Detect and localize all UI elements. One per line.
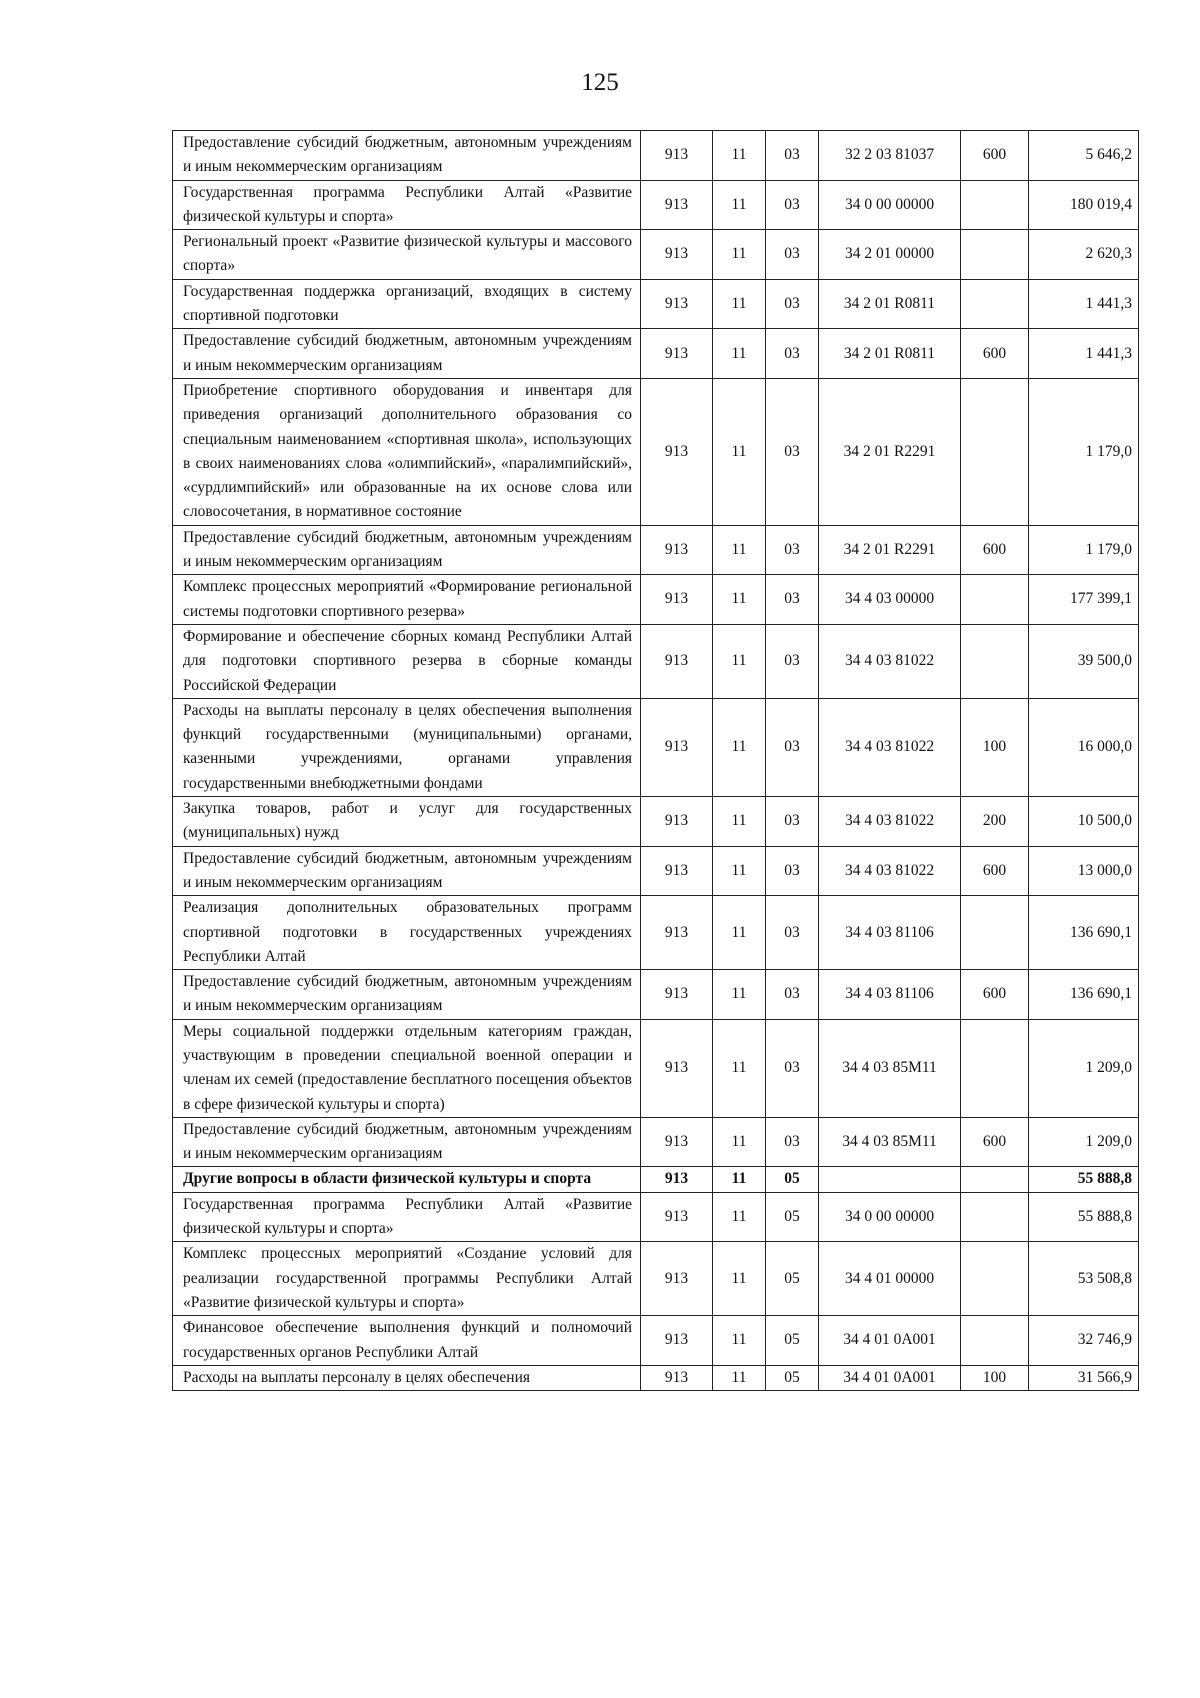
ministry-code-cell: 913: [641, 624, 713, 698]
ministry-code-cell: 913: [641, 131, 713, 181]
target-article-cell: 34 4 03 81022: [819, 698, 961, 796]
expense-type-cell: [961, 378, 1029, 525]
expense-type-cell: 200: [961, 797, 1029, 847]
ministry-code-cell: 913: [641, 525, 713, 575]
expense-type-cell: 600: [961, 970, 1029, 1020]
expense-type-cell: [961, 624, 1029, 698]
table-row: [173, 896, 1139, 970]
expense-type-cell: [961, 1242, 1029, 1316]
subsection-code-cell: 05: [766, 1167, 819, 1192]
subsection-code-cell: 03: [766, 230, 819, 280]
amount-cell: 55 888,8: [1029, 1192, 1139, 1242]
section-code-cell: 11: [713, 131, 766, 181]
section-code-cell: 11: [713, 1117, 766, 1167]
amount-cell: 13 000,0: [1029, 846, 1139, 896]
subsection-code-cell: 05: [766, 1192, 819, 1242]
expense-name-cell: Государственная программа Республики Алтай «Развитие физической культуры и спорта»: [173, 1192, 641, 1242]
ministry-code-cell: 913: [641, 1117, 713, 1167]
expense-name-cell: Предоставление субсидий бюджетным, автономным учреждениям и иным некоммерческим организациям: [173, 525, 641, 575]
ministry-code-cell: 913: [641, 846, 713, 896]
target-article-cell: 34 4 01 0А001: [819, 1365, 961, 1390]
section-code-cell: 11: [713, 970, 766, 1020]
amount-cell: 136 690,1: [1029, 970, 1139, 1020]
table-row: [173, 1117, 1139, 1167]
table-row: [173, 230, 1139, 280]
expense-name-cell: Другие вопросы в области физической культуры и спорта: [173, 1167, 641, 1192]
subsection-code-cell: 03: [766, 329, 819, 379]
target-article-cell: 34 4 03 81022: [819, 797, 961, 847]
expense-name-cell: Приобретение спортивного оборудования и инвентаря для приведения организаций дополнительного образования со специальным наименованием «спортивная школа», использующих в своих наименованиях слова «олимпийский», «паралимпийский», «сурдлимпийский» или образованные на их основе слова или словосочетания, в нормативное состояние: [173, 378, 641, 525]
ministry-code-cell: 913: [641, 1242, 713, 1316]
expense-type-cell: 100: [961, 698, 1029, 796]
subsection-code-cell: 03: [766, 896, 819, 970]
amount-cell: 1 441,3: [1029, 329, 1139, 379]
budget-table: [172, 130, 1139, 1391]
expense-type-cell: [961, 896, 1029, 970]
table-row: [173, 1365, 1139, 1390]
expense-name-cell: Государственная программа Республики Алтай «Развитие физической культуры и спорта»: [173, 180, 641, 230]
subsection-code-cell: 03: [766, 698, 819, 796]
subsection-code-cell: 03: [766, 525, 819, 575]
subsection-code-cell: 03: [766, 1117, 819, 1167]
section-code-cell: 11: [713, 1192, 766, 1242]
ministry-code-cell: 913: [641, 1019, 713, 1117]
expense-name-cell: Комплекс процессных мероприятий «Создание условий для реализации государственной программы Республики Алтай «Развитие физической культуры и спорта»: [173, 1242, 641, 1316]
expense-type-cell: [961, 279, 1029, 329]
table-row: [173, 1019, 1139, 1117]
target-article-cell: 34 2 01 R2291: [819, 378, 961, 525]
amount-cell: 53 508,8: [1029, 1242, 1139, 1316]
amount-cell: 1 441,3: [1029, 279, 1139, 329]
section-code-cell: 11: [713, 797, 766, 847]
section-code-cell: 11: [713, 624, 766, 698]
expense-type-cell: [961, 575, 1029, 625]
table-row: [173, 698, 1139, 796]
target-article-cell: 34 0 00 00000: [819, 180, 961, 230]
ministry-code-cell: 913: [641, 970, 713, 1020]
section-code-cell: 11: [713, 1316, 766, 1366]
expense-name-cell: Государственная поддержка организаций, входящих в систему спортивной подготовки: [173, 279, 641, 329]
table-body: [173, 131, 1139, 1391]
target-article-cell: 34 2 01 R0811: [819, 329, 961, 379]
subsection-code-cell: 03: [766, 1019, 819, 1117]
target-article-cell: 34 4 01 0А001: [819, 1316, 961, 1366]
expense-type-cell: 600: [961, 131, 1029, 181]
ministry-code-cell: 913: [641, 575, 713, 625]
ministry-code-cell: 913: [641, 378, 713, 525]
table-row: [173, 329, 1139, 379]
target-article-cell: 34 2 01 00000: [819, 230, 961, 280]
table-row: [173, 797, 1139, 847]
expense-type-cell: 100: [961, 1365, 1029, 1390]
amount-cell: 1 209,0: [1029, 1019, 1139, 1117]
expense-type-cell: [961, 230, 1029, 280]
target-article-cell: 34 0 00 00000: [819, 1192, 961, 1242]
amount-cell: 177 399,1: [1029, 575, 1139, 625]
expense-name-cell: Региональный проект «Развитие физической культуры и массового спорта»: [173, 230, 641, 280]
amount-cell: 16 000,0: [1029, 698, 1139, 796]
table-row: [173, 131, 1139, 181]
expense-name-cell: Предоставление субсидий бюджетным, автономным учреждениям и иным некоммерческим организациям: [173, 329, 641, 379]
table-row: [173, 1192, 1139, 1242]
table-row: [173, 279, 1139, 329]
target-article-cell: 34 4 03 81106: [819, 970, 961, 1020]
ministry-code-cell: 913: [641, 1167, 713, 1192]
table-row: [173, 180, 1139, 230]
ministry-code-cell: 913: [641, 279, 713, 329]
ministry-code-cell: 913: [641, 1365, 713, 1390]
subsection-code-cell: 03: [766, 180, 819, 230]
expense-type-cell: [961, 1316, 1029, 1366]
section-code-cell: 11: [713, 896, 766, 970]
expense-name-cell: Предоставление субсидий бюджетным, автономным учреждениям и иным некоммерческим организациям: [173, 846, 641, 896]
amount-cell: 180 019,4: [1029, 180, 1139, 230]
subsection-code-cell: 05: [766, 1316, 819, 1366]
subsection-code-cell: 03: [766, 846, 819, 896]
expense-name-cell: Расходы на выплаты персоналу в целях обеспечения: [173, 1365, 641, 1390]
expense-type-cell: 600: [961, 525, 1029, 575]
expense-type-cell: 600: [961, 846, 1029, 896]
expense-name-cell: Формирование и обеспечение сборных команд Республики Алтай для подготовки спортивного резерва в сборные команды Российской Федерации: [173, 624, 641, 698]
target-article-cell: 34 4 03 85М11: [819, 1117, 961, 1167]
subsection-code-cell: 03: [766, 970, 819, 1020]
expense-type-cell: [961, 1167, 1029, 1192]
amount-cell: 32 746,9: [1029, 1316, 1139, 1366]
ministry-code-cell: 913: [641, 180, 713, 230]
amount-cell: 1 179,0: [1029, 378, 1139, 525]
target-article-cell: 34 4 03 81022: [819, 846, 961, 896]
expense-name-cell: Реализация дополнительных образовательных программ спортивной подготовки в государственных учреждениях Республики Алтай: [173, 896, 641, 970]
expense-type-cell: [961, 1192, 1029, 1242]
expense-name-cell: Предоставление субсидий бюджетным, автономным учреждениям и иным некоммерческим организациям: [173, 1117, 641, 1167]
target-article-cell: 34 2 01 R2291: [819, 525, 961, 575]
table-row: [173, 1316, 1139, 1366]
section-code-cell: 11: [713, 1019, 766, 1117]
subsection-code-cell: 03: [766, 131, 819, 181]
amount-cell: 1 209,0: [1029, 1117, 1139, 1167]
target-article-cell: 32 2 03 81037: [819, 131, 961, 181]
expense-name-cell: Финансовое обеспечение выполнения функций и полномочий государственных органов Республики Алтай: [173, 1316, 641, 1366]
table-row: [173, 846, 1139, 896]
expense-name-cell: Предоставление субсидий бюджетным, автономным учреждениям и иным некоммерческим организациям: [173, 970, 641, 1020]
target-article-cell: 34 4 01 00000: [819, 1242, 961, 1316]
expense-type-cell: [961, 180, 1029, 230]
subsection-code-cell: 03: [766, 279, 819, 329]
ministry-code-cell: 913: [641, 329, 713, 379]
expense-type-cell: [961, 1019, 1029, 1117]
target-article-cell: [819, 1167, 961, 1192]
ministry-code-cell: 913: [641, 1316, 713, 1366]
expense-name-cell: Расходы на выплаты персоналу в целях обеспечения выполнения функций государственными (муниципальными) органами, казенными учреждениями, органами управления государственными внебюджетными фондами: [173, 698, 641, 796]
section-code-cell: 11: [713, 1242, 766, 1316]
target-article-cell: 34 2 01 R0811: [819, 279, 961, 329]
target-article-cell: 34 4 03 81106: [819, 896, 961, 970]
amount-cell: 2 620,3: [1029, 230, 1139, 280]
amount-cell: 136 690,1: [1029, 896, 1139, 970]
section-code-cell: 11: [713, 1365, 766, 1390]
table-row: [173, 970, 1139, 1020]
table-row: [173, 624, 1139, 698]
section-code-cell: 11: [713, 846, 766, 896]
expense-name-cell: Предоставление субсидий бюджетным, автономным учреждениям и иным некоммерческим организациям: [173, 131, 641, 181]
section-code-cell: 11: [713, 230, 766, 280]
amount-cell: 55 888,8: [1029, 1167, 1139, 1192]
table-row: [173, 1242, 1139, 1316]
table-row: [173, 378, 1139, 525]
ministry-code-cell: 913: [641, 896, 713, 970]
amount-cell: 5 646,2: [1029, 131, 1139, 181]
target-article-cell: 34 4 03 85М11: [819, 1019, 961, 1117]
expense-type-cell: 600: [961, 1117, 1029, 1167]
section-code-cell: 11: [713, 329, 766, 379]
table-row: [173, 1167, 1139, 1192]
subsection-code-cell: 03: [766, 797, 819, 847]
subsection-code-cell: 03: [766, 378, 819, 525]
section-code-cell: 11: [713, 698, 766, 796]
expense-type-cell: 600: [961, 329, 1029, 379]
subsection-code-cell: 05: [766, 1365, 819, 1390]
section-code-cell: 11: [713, 1167, 766, 1192]
target-article-cell: 34 4 03 00000: [819, 575, 961, 625]
target-article-cell: 34 4 03 81022: [819, 624, 961, 698]
amount-cell: 39 500,0: [1029, 624, 1139, 698]
expense-name-cell: Меры социальной поддержки отдельным категориям граждан, участвующим в проведении специальной военной операции и членам их семей (предоставление бесплатного посещения объектов в сфере физической культуры и спорта): [173, 1019, 641, 1117]
section-code-cell: 11: [713, 378, 766, 525]
expense-name-cell: Комплекс процессных мероприятий «Формирование региональной системы подготовки спортивного резерва»: [173, 575, 641, 625]
ministry-code-cell: 913: [641, 1192, 713, 1242]
page-number: 125: [581, 69, 619, 96]
amount-cell: 10 500,0: [1029, 797, 1139, 847]
section-code-cell: 11: [713, 180, 766, 230]
subsection-code-cell: 03: [766, 624, 819, 698]
amount-cell: 1 179,0: [1029, 525, 1139, 575]
section-code-cell: 11: [713, 279, 766, 329]
subsection-code-cell: 05: [766, 1242, 819, 1316]
section-code-cell: 11: [713, 575, 766, 625]
ministry-code-cell: 913: [641, 698, 713, 796]
table-row: [173, 575, 1139, 625]
section-code-cell: 11: [713, 525, 766, 575]
ministry-code-cell: 913: [641, 230, 713, 280]
expense-name-cell: Закупка товаров, работ и услуг для государственных (муниципальных) нужд: [173, 797, 641, 847]
subsection-code-cell: 03: [766, 575, 819, 625]
table-row: [173, 525, 1139, 575]
amount-cell: 31 566,9: [1029, 1365, 1139, 1390]
ministry-code-cell: 913: [641, 797, 713, 847]
